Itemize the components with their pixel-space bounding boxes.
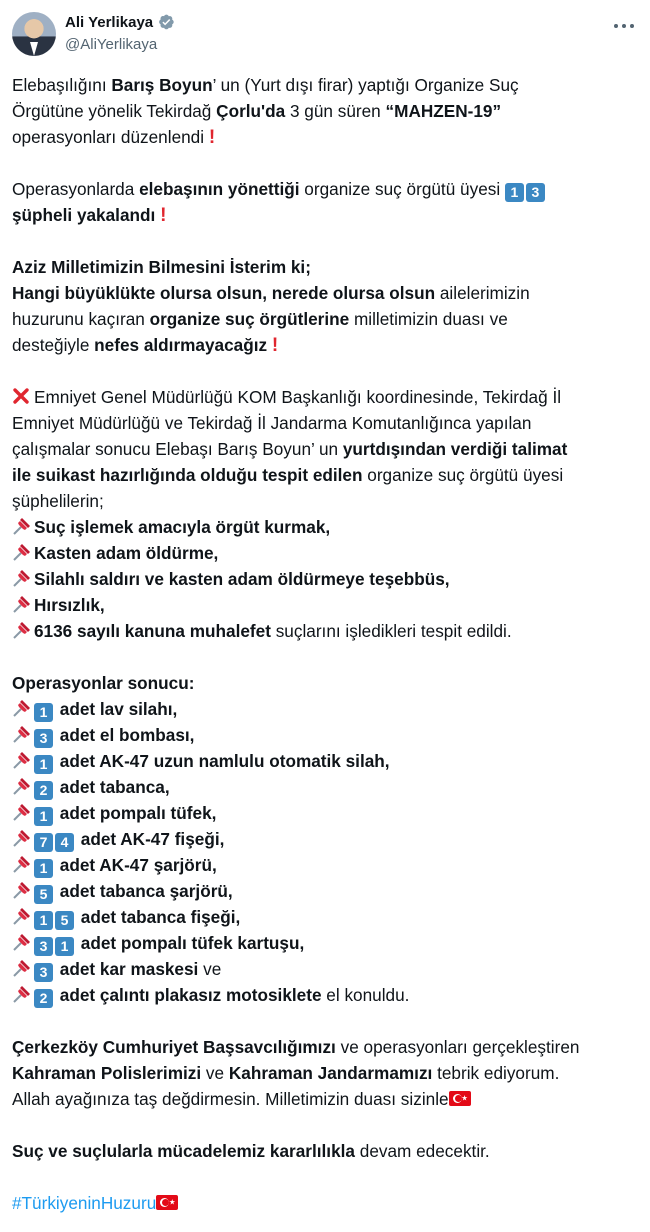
text-line: huzurunu kaçıran organize suç örgütlerine milletimizin duası ve (12, 309, 508, 329)
text-line: Elebaşılığını Barış Boyun’ un (Yurt dışı firar) yaptığı Organize Suç (12, 75, 519, 95)
pushpin-icon (12, 542, 32, 562)
text-line: desteğiyle nefes aldırmayacağız ! (12, 335, 279, 356)
keycap-icon: 1 (55, 937, 74, 956)
keycap-icon: 3 (34, 729, 53, 748)
keycap-icon: 2 (34, 781, 53, 800)
exclamation-icon: ! (271, 335, 279, 356)
text-line: Emniyet Genel Müdürlüğü KOM Başkanlığı koordinesinde, Tekirdağ İl (12, 384, 640, 410)
text-line: Allah ayağınıza taş değdirmesin. Milletimizin duası sizinle (12, 1086, 640, 1112)
keycap-icon: 1 (34, 703, 53, 722)
text-line: Operasyonlarda elebaşının yönettiği organize suç örgütü üyesi 1 3 (12, 176, 640, 202)
text-line: Kahraman Polislerimizi ve Kahraman Jandarmamızı tebrik ediyorum. (12, 1063, 560, 1083)
pushpin-icon (12, 698, 32, 718)
keycap-icon: 1 (34, 755, 53, 774)
pushpin-icon (12, 516, 32, 536)
text-line: Çerkezköy Cumhuriyet Başsavcılığımızı ve operasyonları gerçekleştiren (12, 1037, 580, 1057)
list-item: 7 4 adet AK-47 fişeği, (12, 826, 640, 852)
text-line: Emniyet Müdürlüğü ve Tekirdağ İl Jandarma Komutanlığınca yapılan (12, 413, 532, 433)
hashtag-line (12, 1190, 640, 1216)
text-line: Hangi büyüklükte olursa olsun, nerede olursa olsun ailelerimizin (12, 283, 530, 303)
list-item: 6136 sayılı kanuna muhalefet suçlarını işledikleri tespit edildi. (12, 618, 640, 644)
exclamation-icon: ! (160, 205, 167, 226)
text-line: şüphelilerin; (12, 491, 104, 511)
pushpin-icon (12, 854, 32, 874)
pushpin-icon (12, 724, 32, 744)
keycap-icon: 1 (505, 183, 524, 202)
list-item: 1 adet lav silahı, (12, 696, 640, 722)
pushpin-icon (12, 906, 32, 926)
pushpin-icon (12, 776, 32, 796)
list-item: 1 adet AK-47 uzun namlulu otomatik silah, (12, 748, 640, 774)
keycap-icon: 1 (34, 859, 53, 878)
keycap-icon: 3 (526, 183, 545, 202)
pushpin-icon (12, 932, 32, 952)
author-name[interactable]: Ali Yerlikaya (65, 13, 154, 31)
pushpin-icon (12, 802, 32, 822)
pushpin-icon (12, 620, 32, 640)
tweet-header (0, 0, 650, 62)
pushpin-icon (12, 594, 32, 614)
crimes-list (12, 514, 640, 644)
text-line: çalışmalar sonucu Elebaşı Barış Boyun’ un yurtdışından verdiği talimat (12, 439, 568, 459)
author-line (65, 13, 175, 31)
hashtag-link[interactable]: #TürkiyeninHuzuru (12, 1193, 157, 1213)
exclamation-icon: ! (208, 127, 216, 148)
list-item: Hırsızlık, (12, 592, 640, 618)
list-item: 1 adet pompalı tüfek, (12, 800, 640, 826)
turkey-flag-icon (156, 1195, 178, 1210)
list-item: 2 adet çalıntı plakasız motosiklete el konuldu. (12, 982, 640, 1008)
text-line: Suç ve suçlularla mücadelemiz kararlılıkla devam edecektir. (12, 1141, 490, 1161)
text-line: operasyonları düzenlendi ! (12, 127, 216, 148)
text-line: ile suikast hazırlığında olduğu tespit edilen organize suç örgütü üyesi (12, 465, 564, 485)
list-item: 1 adet AK-47 şarjörü, (12, 852, 640, 878)
keycap-icon: 5 (55, 911, 74, 930)
text-line: Aziz Milletimizin Bilmesini İsterim ki; (12, 257, 311, 277)
list-item: 3 1 adet pompalı tüfek kartuşu, (12, 930, 640, 956)
pushpin-icon (12, 984, 32, 1004)
keycap-icon: 5 (34, 885, 53, 904)
turkey-flag-icon (449, 1091, 471, 1106)
list-item: Suç işlemek amacıyla örgüt kurmak, (12, 514, 640, 540)
more-options-icon[interactable] (614, 16, 634, 36)
list-item: 3 adet kar maskesi ve (12, 956, 640, 982)
pushpin-icon (12, 750, 32, 770)
pushpin-icon (12, 828, 32, 848)
pushpin-icon (12, 880, 32, 900)
keycap-icon: 2 (34, 989, 53, 1008)
pushpin-icon (12, 568, 32, 588)
verified-badge-icon (157, 13, 175, 31)
tweet-text (12, 72, 640, 1216)
text-line: şüpheli yakalandı ! (12, 205, 167, 226)
keycap-icon: 1 (34, 807, 53, 826)
keycap-icon: 3 (34, 963, 53, 982)
list-item: 2 adet tabanca, (12, 774, 640, 800)
keycap-icon: 3 (34, 937, 53, 956)
keycap-icon: 1 (34, 911, 53, 930)
cross-mark-icon (12, 387, 30, 405)
results-title: Operasyonlar sonucu: (12, 673, 195, 693)
list-item: 3 adet el bombası, (12, 722, 640, 748)
author-handle[interactable]: @AliYerlikaya (65, 36, 158, 53)
seized-list (12, 696, 640, 1008)
list-item: Kasten adam öldürme, (12, 540, 640, 566)
keycap-icon: 4 (55, 833, 74, 852)
list-item: Silahlı saldırı ve kasten adam öldürmeye teşebbüs, (12, 566, 640, 592)
list-item: 5 adet tabanca şarjörü, (12, 878, 640, 904)
avatar[interactable] (12, 12, 56, 56)
pushpin-icon (12, 958, 32, 978)
keycap-icon: 7 (34, 833, 53, 852)
list-item: 1 5 adet tabanca fişeği, (12, 904, 640, 930)
text-line: Örgütüne yönelik Tekirdağ Çorlu'da 3 gün süren “MAHZEN-19” (12, 101, 502, 121)
